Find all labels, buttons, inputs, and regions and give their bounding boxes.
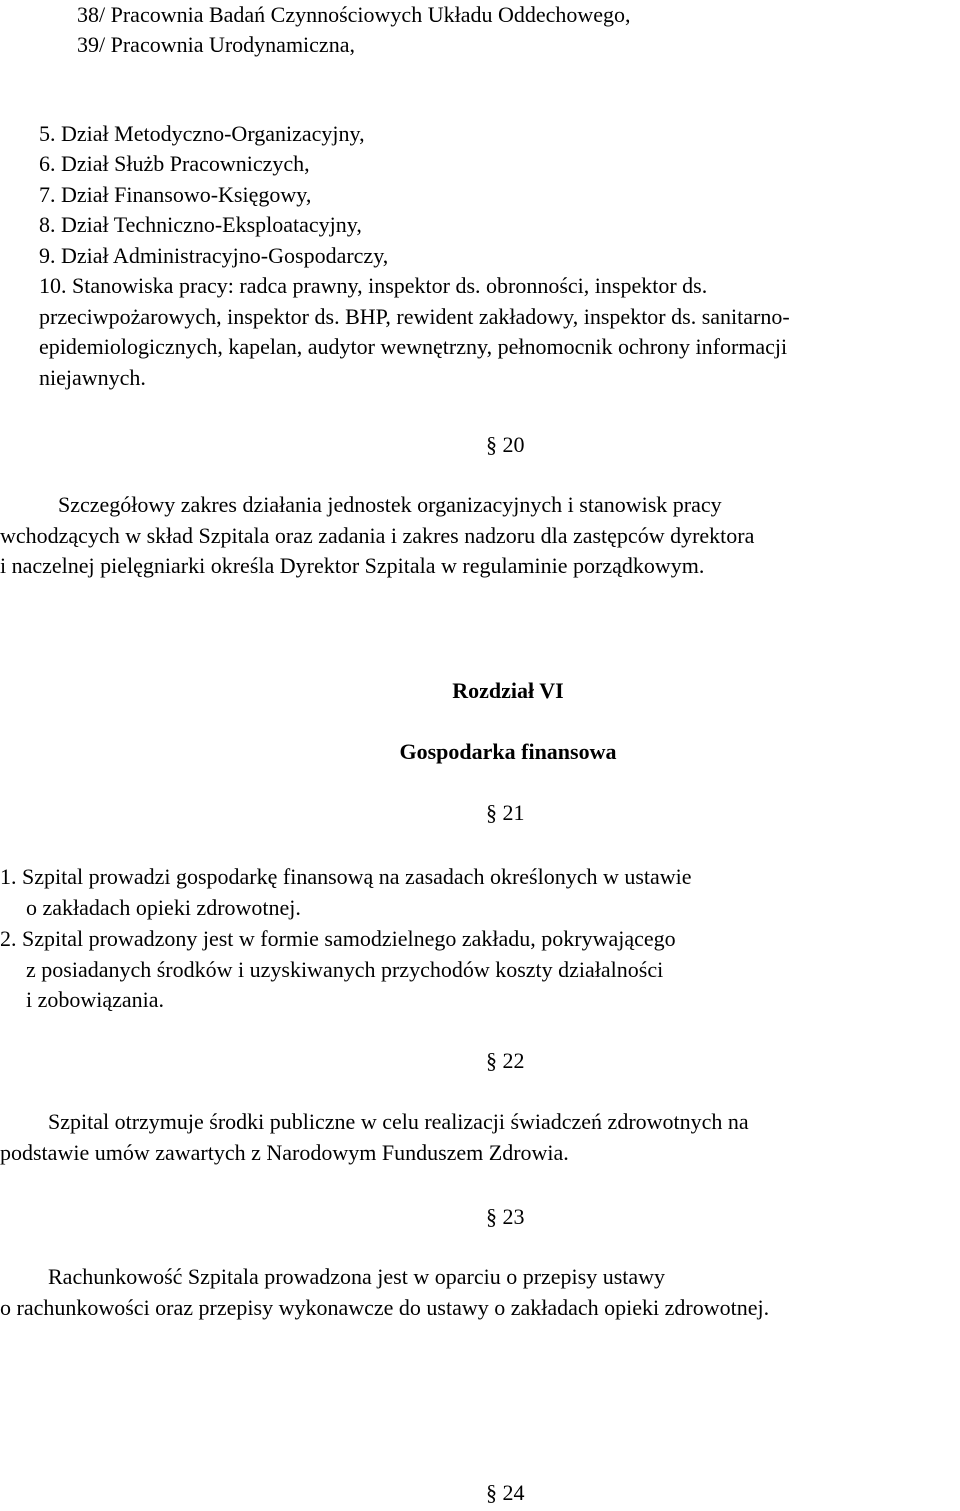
section-heading-24: § 24 bbox=[486, 1480, 525, 1505]
paragraph-23-line1: Rachunkowość Szpitala prowadzona jest w oparciu o przepisy ustawy bbox=[48, 1264, 666, 1289]
paragraph-20-line2: wchodzących w skład Szpitala oraz zadania i zakres nadzoru dla zastępców dyrektora bbox=[0, 523, 755, 548]
paragraph-20-line1: Szczegółowy zakres działania jednostek organizacyjnych i stanowisk pracy bbox=[58, 492, 722, 517]
paragraph-21-item1-line2: o zakładach opieki zdrowotnej. bbox=[26, 895, 301, 920]
list-item-38: 38/ Pracownia Badań Czynnościowych Układu Oddechowego, bbox=[77, 2, 631, 27]
paragraph-21-item2-line1: 2. Szpital prowadzony jest w formie samodzielnego zakładu, pokrywającego bbox=[0, 926, 676, 951]
list-item-10-line2: przeciwpożarowych, inspektor ds. BHP, rewident zakładowy, inspektor ds. sanitarno- bbox=[39, 304, 790, 329]
paragraph-21-item2-line2: z posiadanych środków i uzyskiwanych przychodów koszty działalności bbox=[26, 957, 664, 982]
list-item-dept-7: 7. Dział Finansowo-Księgowy, bbox=[39, 182, 312, 207]
list-item-10-line3: epidemiologicznych, kapelan, audytor wewnętrzny, pełnomocnik ochrony informacji bbox=[39, 334, 788, 359]
paragraph-23-line2: o rachunkowości oraz przepisy wykonawcze do ustawy o zakładach opieki zdrowotnej. bbox=[0, 1295, 770, 1320]
section-heading-23: § 23 bbox=[486, 1204, 525, 1229]
list-item-10-line1: 10. Stanowiska pracy: radca prawny, inspektor ds. obronności, inspektor ds. bbox=[39, 273, 708, 298]
section-heading-21: § 21 bbox=[486, 800, 525, 825]
paragraph-21-item1-line1: 1. Szpital prowadzi gospodarkę finansową na zasadach określonych w ustawie bbox=[0, 864, 692, 889]
paragraph-20-line3: i naczelnej pielęgniarki określa Dyrektor Szpitala w regulaminie porządkowym. bbox=[0, 553, 705, 578]
section-heading-20: § 20 bbox=[486, 432, 525, 457]
chapter-title: Rozdział VI bbox=[452, 678, 564, 703]
paragraph-22-line2: podstawie umów zawartych z Narodowym Funduszem Zdrowia. bbox=[0, 1140, 569, 1165]
list-item-10-line4: niejawnych. bbox=[39, 365, 146, 390]
list-item-dept-6: 6. Dział Służb Pracowniczych, bbox=[39, 151, 310, 176]
paragraph-21-item2-line3: i zobowiązania. bbox=[26, 987, 165, 1012]
list-item-39: 39/ Pracownia Urodynamiczna, bbox=[77, 32, 355, 57]
section-heading-22: § 22 bbox=[486, 1048, 525, 1073]
chapter-subtitle: Gospodarka finansowa bbox=[399, 739, 617, 764]
list-item-dept-8: 8. Dział Techniczno-Eksploatacyjny, bbox=[39, 212, 362, 237]
list-item-dept-5: 5. Dział Metodyczno-Organizacyjny, bbox=[39, 121, 365, 146]
paragraph-22-line1: Szpital otrzymuje środki publiczne w celu realizacji świadczeń zdrowotnych na bbox=[48, 1109, 749, 1134]
list-item-dept-9: 9. Dział Administracyjno-Gospodarczy, bbox=[39, 243, 389, 268]
